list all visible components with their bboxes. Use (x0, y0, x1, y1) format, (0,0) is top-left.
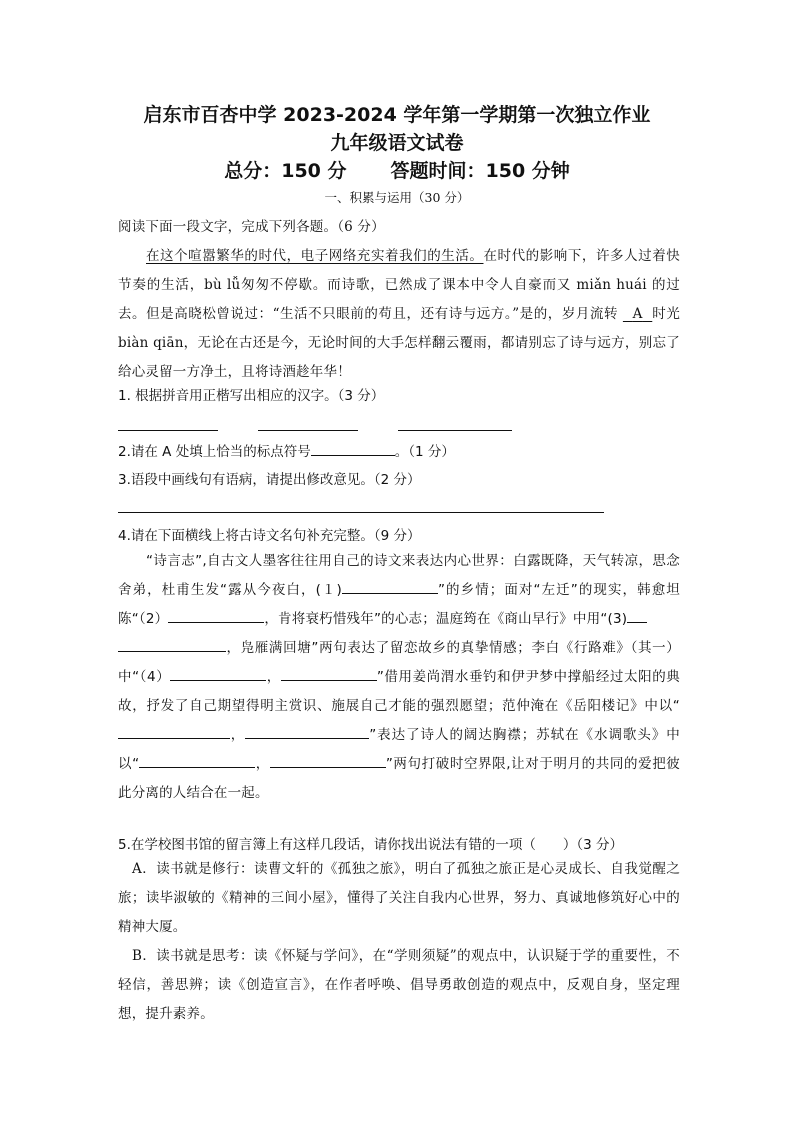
answer-line-q3[interactable] (118, 512, 604, 513)
blank-q4-4a[interactable] (170, 666, 266, 681)
blank-q4-2[interactable] (168, 608, 264, 623)
question-3: 3.语段中画线句有语病，请提出修改意见。（2 分） (118, 472, 421, 488)
exam-meta (0, 156, 794, 183)
punctuation-blank[interactable] (311, 441, 395, 456)
question-5: 5.在学校图书馆的留言簿上有这样几段话，请你找出说法有错的一项（ ）（3 分） (118, 837, 624, 853)
blank-q4-3b[interactable] (118, 637, 226, 652)
option-a[interactable]: A．读书就是修行：读曹文轩的《孤独之旅》，明白了孤独之旅正是心灵成长、自我觉醒之旅；读毕淑敏的《精神的三间小屋》，懂得了关注自我内心世界，努力、真诚地修筑好心中的精神大厦。 (118, 861, 680, 935)
answer-time: 答题时间：150 分钟 (390, 160, 570, 182)
question-1: 1. 根据拼音用正楷写出相应的汉字。（3 分） (118, 388, 385, 404)
total-score: 总分：150 分 (224, 160, 347, 182)
answer-line-2[interactable] (258, 430, 358, 431)
exam-subtitle: 九年级语文试卷 (330, 132, 464, 154)
blank-a: A (632, 306, 643, 322)
section-heading: 一、积累与运用（30 分） (324, 190, 470, 205)
question-2: 2.请在 A 处填上恰当的标点符号 。（1 分） (118, 440, 455, 460)
question-4: 4.请在下面横线上将古诗文名句补充完整。（9 分） (118, 528, 421, 544)
blank-q4-6b[interactable] (270, 753, 386, 768)
reading-passage: 在这个喧嚣繁华的时代，电子网络充实着我们的生活。在时代的影响下，许多人过着快节奏的生活，bù lǚ匆匆不停歇。而诗歌，已然成了课本中令人自豪而又 miǎn huái 的过去。但是高晓松曾说过：“生活不只眼前的苟且，还有诗与远方。”是的，岁月流转 A 时光 biàn qiān，无论在古还是今，无论时间的大手怎样翻云覆雨，都请别忘了诗与远方，别忘了给心灵留一方净土，且将诗酒趁年华！ (118, 248, 681, 380)
blank-q4-5a[interactable] (118, 724, 230, 739)
reading-intro: 阅读下面一段文字，完成下列各题。（6 分） (118, 219, 385, 235)
blank-q4-1[interactable] (342, 579, 438, 594)
q5-options (118, 855, 680, 1029)
answer-line-1[interactable] (118, 430, 218, 431)
reading-block (118, 213, 680, 387)
poem-fill-paragraph: “诗言志”,自古文人墨客往往用自己的诗文来表达内心世界：白露既降，天气转凉，思念舍弟，杜甫生发“露从今夜白，(１) ”的乡情；面对“左迁”的现实，韩愈坦陈“（2） ，肯将衰朽惜残年”的心志；温庭筠在《商山早行》中用“(3) ，凫雁满回塘”两句表达了留恋故乡的真挚情感；李白《行路难》（其一）中“（4） ， ”借用姜尚渭水垂钓和伊尹梦中撑船经过太阳的典故，抒发了自己期望得明主赏识、施展自己才能的强烈愿望；范仲淹在《岳阳楼记》中以“， ”表达了诗人的阔达胸襟；苏轼在《水调歌头》中以“ ， ”两句打破时空界限,让对于明月的共同的爱把彼此分离的人结合在一起。 (118, 553, 681, 801)
answer-line-3[interactable] (398, 430, 512, 431)
blank-q4-6a[interactable] (139, 753, 255, 768)
exam-title: 启东市百杏中学 2023-2024 学年第一学期第一次独立作业 (143, 104, 651, 126)
blank-q4-5b[interactable] (245, 724, 369, 739)
poem-fill-block (118, 547, 680, 808)
blank-q4-3a[interactable] (627, 608, 647, 623)
underlined-sentence: 在这个喧嚣繁华的时代，电子网络充实着我们的生活。 (146, 248, 484, 264)
option-b[interactable]: B．读书就是思考：读《怀疑与学问》，在“学则须疑”的观点中，认识疑于学的重要性，不轻信，善思辨；读《创造宣言》，在作者呼唤、倡导勇敢创造的观点中，反观自身，坚定理想，提升素养。 (118, 948, 680, 1022)
blank-q4-4b[interactable] (281, 666, 377, 681)
